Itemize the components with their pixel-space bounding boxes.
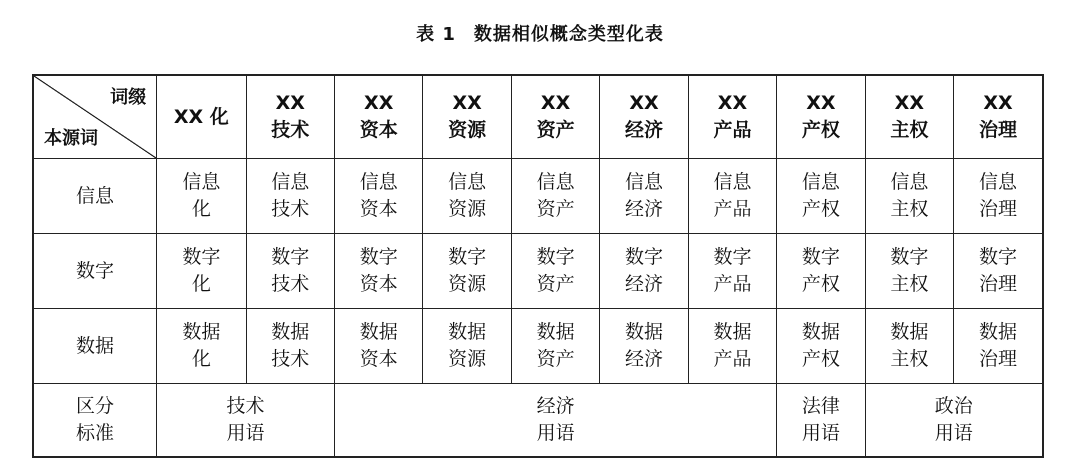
table-cell	[600, 159, 688, 234]
cell-line: 信息	[271, 171, 310, 193]
cell-line: 数字	[979, 246, 1018, 268]
table-cell	[246, 234, 334, 309]
cell-line: 资源	[448, 273, 487, 295]
cell-line: 数字	[625, 246, 664, 268]
column-header	[157, 75, 246, 159]
cell-line: 产权	[801, 348, 840, 370]
column-header	[511, 75, 599, 159]
cell-line: 用语	[226, 422, 265, 444]
corner-cell	[33, 75, 157, 159]
cell-line: 数据	[448, 321, 487, 343]
economic-term-group	[334, 384, 776, 458]
column-header	[777, 75, 865, 159]
cell-line: 数字	[182, 246, 221, 268]
table-cell	[334, 159, 422, 234]
header-row	[33, 75, 1043, 159]
cell-line: 技术	[271, 198, 310, 220]
cell-line: 信息	[625, 171, 664, 193]
column-suffix: 化	[209, 105, 229, 128]
cell-line: 治理	[979, 348, 1018, 370]
table-cell	[600, 234, 688, 309]
table-row	[33, 234, 1043, 309]
table-cell	[777, 309, 865, 384]
table-cell	[423, 234, 511, 309]
cell-line: 数字	[890, 246, 929, 268]
cell-line: 用语	[536, 422, 575, 444]
cell-line: 主权	[890, 273, 929, 295]
cell-line: 产权	[801, 273, 840, 295]
cell-line: 化	[191, 273, 211, 295]
table-cell	[688, 159, 776, 234]
cell-line: 区分	[76, 395, 115, 417]
table-cell	[511, 159, 599, 234]
table-cell	[334, 234, 422, 309]
corner-affix-label: 词缀	[110, 87, 147, 108]
cell-line: 化	[191, 198, 211, 220]
table-cell	[954, 234, 1043, 309]
cell-line: 用语	[801, 422, 840, 444]
table-cell	[777, 234, 865, 309]
table-cell	[423, 309, 511, 384]
cell-line: 标准	[76, 422, 115, 444]
cell-line: 产权	[801, 198, 840, 220]
row-header: 数字	[33, 234, 157, 309]
column-prefix: XX	[173, 105, 204, 128]
cell-line: 资本	[359, 348, 398, 370]
cell-line: 数据	[182, 321, 221, 343]
column-suffix: 主权	[890, 119, 929, 141]
table-cell	[865, 159, 953, 234]
column-header	[423, 75, 511, 159]
column-header	[600, 75, 688, 159]
column-prefix: XX	[983, 92, 1013, 114]
cell-line: 产品	[713, 273, 752, 295]
column-suffix: 经济	[625, 119, 664, 141]
cell-line: 资产	[536, 348, 575, 370]
classification-row	[33, 384, 1043, 458]
table-cell	[511, 234, 599, 309]
cell-line: 数据	[979, 321, 1018, 343]
cell-line: 经济	[625, 273, 664, 295]
table-cell	[246, 309, 334, 384]
column-suffix: 产品	[713, 119, 752, 141]
technical-term-group	[157, 384, 335, 458]
column-prefix: XX	[275, 92, 305, 114]
table-cell	[865, 309, 953, 384]
table-cell	[157, 159, 246, 234]
cell-line: 信息	[359, 171, 398, 193]
table-cell	[423, 159, 511, 234]
cell-line: 产品	[713, 198, 752, 220]
cell-line: 法律	[801, 395, 840, 417]
column-prefix: XX	[540, 92, 571, 114]
corner-root-label: 本源词	[44, 128, 98, 149]
cell-line: 治理	[979, 273, 1018, 295]
table-cell	[334, 309, 422, 384]
cell-line: 技术	[271, 348, 310, 370]
table-cell	[246, 159, 334, 234]
cell-line: 产品	[713, 348, 752, 370]
cell-line: 信息	[801, 171, 840, 193]
column-prefix: XX	[894, 92, 924, 114]
cell-line: 数字	[271, 246, 310, 268]
column-prefix: XX	[717, 92, 748, 114]
cell-line: 技术	[226, 395, 265, 417]
cell-line: 数据	[359, 321, 398, 343]
legal-term-group	[777, 384, 865, 458]
table-cell	[511, 309, 599, 384]
table-number: 表 1	[416, 24, 456, 45]
cell-line: 信息	[713, 171, 752, 193]
row-header: 数据	[33, 309, 157, 384]
table-cell	[157, 309, 246, 384]
cell-line: 经济	[625, 348, 664, 370]
column-header	[334, 75, 422, 159]
classification-label	[33, 384, 157, 458]
cell-line: 主权	[890, 198, 929, 220]
cell-line: 信息	[536, 171, 575, 193]
cell-line: 信息	[182, 171, 221, 193]
table-cell	[688, 309, 776, 384]
table-cell	[600, 309, 688, 384]
cell-line: 化	[191, 348, 211, 370]
column-suffix: 技术	[271, 119, 310, 141]
table-caption	[0, 20, 1080, 46]
cell-line: 经济	[536, 395, 575, 417]
cell-line: 数据	[536, 321, 575, 343]
table-cell	[688, 234, 776, 309]
column-prefix: XX	[364, 92, 394, 114]
column-suffix: 产权	[801, 119, 840, 141]
table-cell	[954, 309, 1043, 384]
political-term-group	[865, 384, 1043, 458]
cell-line: 数据	[625, 321, 664, 343]
cell-line: 技术	[271, 273, 310, 295]
cell-line: 信息	[890, 171, 929, 193]
column-header	[865, 75, 953, 159]
cell-line: 数字	[536, 246, 575, 268]
table-cell	[157, 234, 246, 309]
cell-line: 数据	[271, 321, 310, 343]
cell-line: 数据	[890, 321, 929, 343]
cell-line: 政治	[934, 395, 973, 417]
cell-line: 信息	[448, 171, 487, 193]
column-header	[246, 75, 334, 159]
cell-line: 资产	[536, 273, 575, 295]
cell-line: 主权	[890, 348, 929, 370]
column-suffix: 治理	[979, 119, 1018, 141]
table-cell	[954, 159, 1043, 234]
table-title: 数据相似概念类型化表	[473, 24, 664, 45]
cell-line: 数字	[448, 246, 487, 268]
cell-line: 资源	[448, 348, 487, 370]
column-header	[954, 75, 1043, 159]
column-prefix: XX	[452, 92, 482, 114]
column-suffix: 资本	[359, 119, 398, 141]
cell-line: 信息	[979, 171, 1018, 193]
cell-line: 数字	[359, 246, 398, 268]
cell-line: 资本	[359, 273, 398, 295]
column-suffix: 资产	[536, 119, 575, 141]
cell-line: 数字	[713, 246, 752, 268]
table-cell	[777, 159, 865, 234]
cell-line: 数字	[801, 246, 840, 268]
cell-line: 数据	[713, 321, 752, 343]
cell-line: 数据	[801, 321, 840, 343]
column-prefix: XX	[629, 92, 659, 114]
table-row	[33, 309, 1043, 384]
table-row	[33, 159, 1043, 234]
table-cell	[865, 234, 953, 309]
cell-line: 资源	[448, 198, 487, 220]
row-header: 信息	[33, 159, 157, 234]
cell-line: 经济	[625, 198, 664, 220]
concept-type-table	[32, 74, 1044, 458]
cell-line: 资产	[536, 198, 575, 220]
cell-line: 治理	[979, 198, 1018, 220]
cell-line: 用语	[934, 422, 973, 444]
column-suffix: 资源	[448, 119, 487, 141]
column-prefix: XX	[806, 92, 836, 114]
cell-line: 资本	[359, 198, 398, 220]
column-header	[688, 75, 776, 159]
